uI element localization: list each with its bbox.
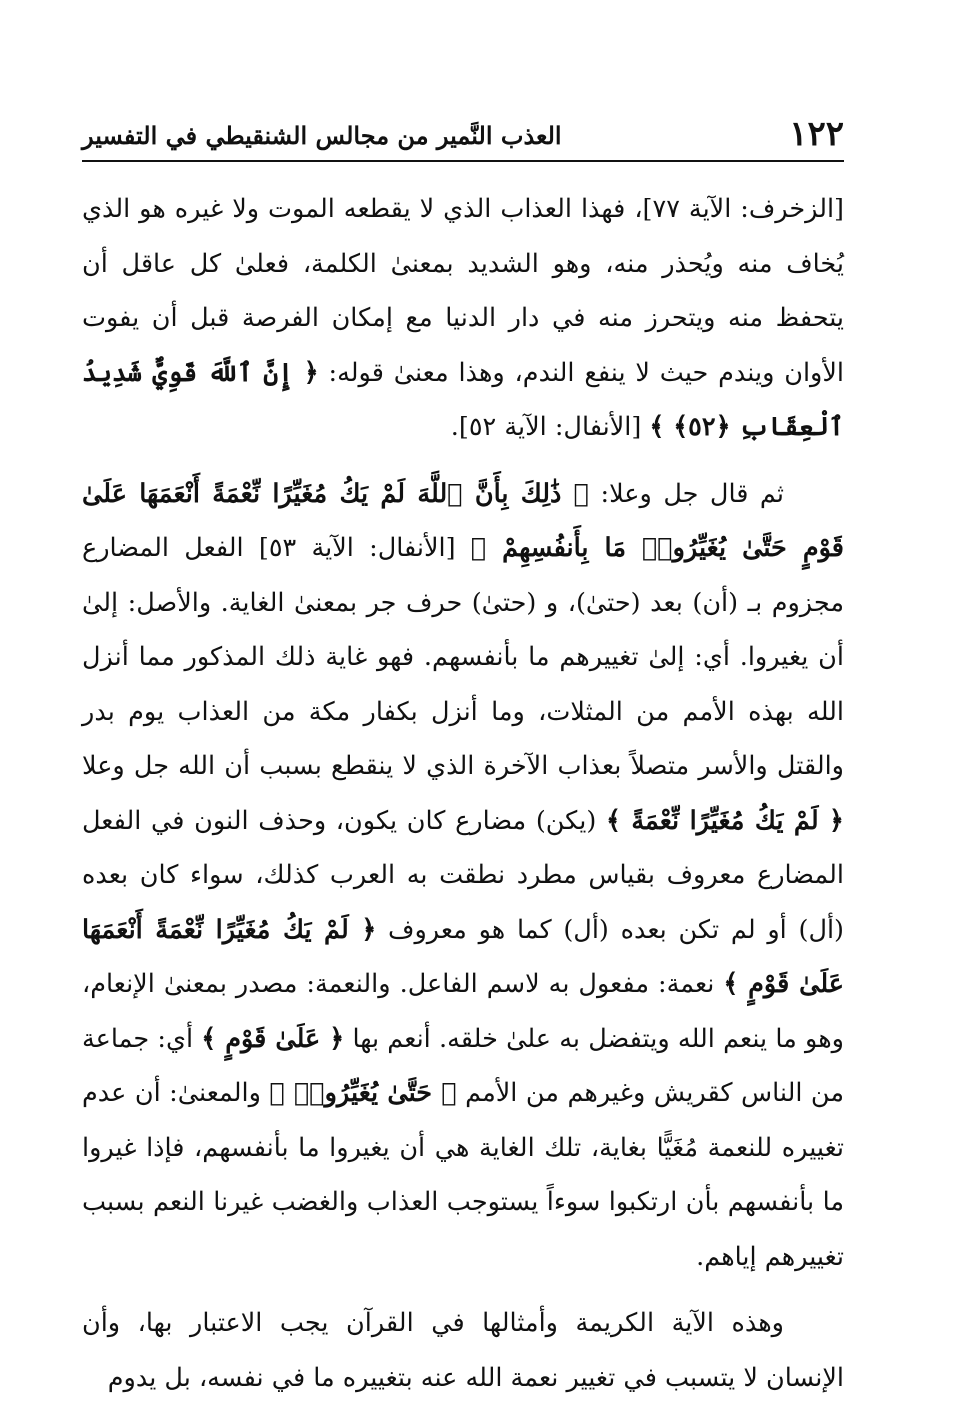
page-header xyxy=(82,110,844,162)
paragraph-text: والمعنىٰ: أن عدم تغييره للنعمة مُغَيًّا بغاية، تلك الغاية هي أن يغيروا ما بأنفسهم، فإذا غيروا ما بأنفسهم بأن ارتكبوا سوءاً يستوجب العذاب والغضب غيرنا النعم بسبب تغييرهم إياهم. xyxy=(82,1078,844,1272)
running-title: العذب النَّمير من مجالس الشنقيطي في التفسير xyxy=(82,121,562,150)
paragraph-1 xyxy=(82,182,844,455)
paragraph-text: [الزخرف: الآية ٧٧]، فهذا العذاب الذي لا يقطعه الموت ولا غيره هو الذي يُخاف منه ويُحذر منه، وهو الشديد بمعنىٰ الكلمة، فعلىٰ كل عاقل أن يتحفظ منه ويتحرز منه في دار الدنيا مع إمكان الفرصة قبل أن يفوت الأوان ويندم حيث لا ينفع الندم، وهذا معنىٰ قوله: xyxy=(82,194,845,388)
paragraph-text: وهذه الآية الكريمة وأمثالها في القرآن يجب الاعتبار بها، وأن الإنسان لا يتسبب في تغيير نعمة الله عنه بتغييره ما في نفسه، بل يدوم xyxy=(82,1308,844,1393)
paragraph-text: نعمة: مفعول به لاسم الفاعل. والنعمة: مصدر بمعنىٰ الإنعام، وهو ما ينعم الله ويتفضل به علىٰ خلقه. أنعم بها xyxy=(82,969,844,1054)
quran-verse: ﴿ لَمْ يَكُ مُغَيِّرًا نِّعْمَةً أَنْعَمَهَا عَلَىٰ قَوْمٍ ﴾ xyxy=(82,914,844,999)
quran-verse: ﴿ لَمْ يَكُ مُغَيِّرًا نِّعْمَةً ﴾ xyxy=(605,805,844,836)
paragraph-text: أي: جماعة من الناس كقريش وغيرهم من الأمم xyxy=(82,1023,844,1108)
paragraph-2 xyxy=(82,467,844,1285)
paragraph-text: [الأنفال: الآية ٥٣] الفعل المضارع مجزوم بـ (أن) بعد (حتىٰ)، و (حتىٰ) حرف جر بمعنىٰ الغاية. والأصل: إلىٰ أن يغيروا. أي: إلىٰ تغييرهم ما بأنفسهم. فهو غاية ذلك المذكور مما أنزل الله بهذه الأمم من المثلات، وما أنزل بكفار مكة من العذاب يوم بدر والقتل والأسر متصلاً بعذاب الآخرة الذي لا ينقطع بسبب أن الله جل وعلا xyxy=(82,533,844,781)
page-number: ١٢٢ xyxy=(789,114,844,154)
quran-verse: ﴿ عَلَىٰ قَوْمٍ ﴾ xyxy=(201,1023,345,1054)
paragraph-3 xyxy=(82,1296,844,1405)
verse-citation: [الأنفال: الآية ٥٢]. xyxy=(450,412,650,442)
paragraph-text: (يكن) مضارع كان يكون، وحذف النون في الفعل المضارع معروف بقياس مطرد نطقت به العرب كذلك، سواء كان بعده (أل) أو لم تكن بعده (أل) كما هو معروف xyxy=(82,805,845,945)
paragraph-text: ثم قال جل وعلا: xyxy=(588,478,785,509)
page-body xyxy=(82,182,844,1405)
quran-verse: ﴿ ذَٰلِكَ بِأَنَّ ٱللَّهَ لَمْ يَكُ مُغَيِّرًا نِّعْمَةً أَنْعَمَهَا عَلَىٰ قَوْمٍ حَتَّىٰ يُغَيِّرُوا۟ مَا بِأَنفُسِهِمْ ﴾ xyxy=(82,478,844,563)
quran-verse: ﴿ حَتَّىٰ يُغَيِّرُوا۟ ﴾ xyxy=(269,1078,457,1108)
quran-verse: ﴿ إِنَّ ٱللَّهَ قَوِيٌّ شَدِيدُ ٱلْعِقَابِ ﴿٥٢﴾ ﴾ xyxy=(82,357,844,442)
